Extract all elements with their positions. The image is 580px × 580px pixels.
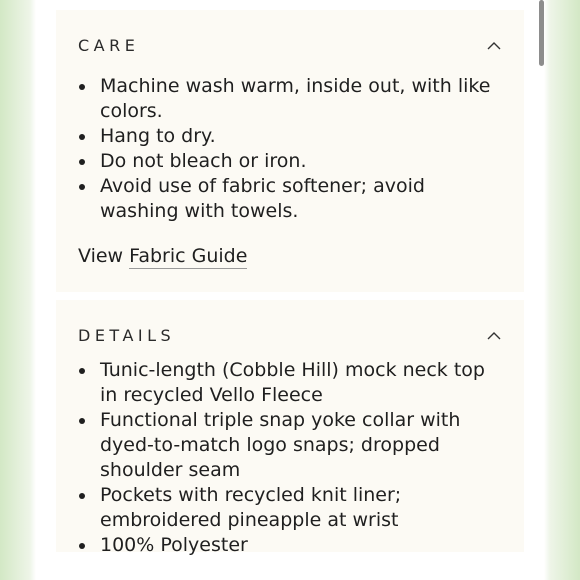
view-fabric-guide[interactable]: [78, 243, 247, 269]
guide-prefix: View: [78, 245, 130, 267]
list-item: Avoid use of fabric softener; avoid washing with towels.: [78, 174, 506, 224]
bullet-icon: [79, 84, 85, 90]
list-item: Tunic-length (Cobble Hill) mock neck top in recycled Vello Fleece: [78, 358, 506, 408]
bullet-icon: [79, 543, 85, 549]
bullet-icon: [79, 159, 85, 165]
care-accordion: [56, 10, 524, 292]
bullet-icon: [79, 134, 85, 140]
list-item: Do not bleach or iron.: [78, 149, 506, 174]
product-info-page: [36, 0, 544, 580]
details-accordion-header[interactable]: [78, 324, 502, 346]
details-accordion: [56, 300, 524, 556]
list-item: Hang to dry.: [78, 124, 506, 149]
care-list: [78, 74, 506, 224]
chevron-up-icon[interactable]: [486, 327, 502, 343]
scrollbar[interactable]: [539, 0, 544, 66]
list-item: Functional triple snap yoke collar with dyed-to-match logo snaps; dropped shoulder seam: [78, 408, 506, 483]
bullet-icon: [79, 493, 85, 499]
bullet-icon: [79, 184, 85, 190]
care-accordion-header[interactable]: [78, 34, 502, 56]
chevron-up-icon[interactable]: [486, 37, 502, 53]
details-list: [78, 358, 506, 558]
bullet-icon: [79, 368, 85, 374]
care-title: CARE: [78, 35, 140, 55]
details-title: DETAILS: [78, 325, 176, 345]
list-item: Machine wash warm, inside out, with like colors.: [78, 74, 506, 124]
bullet-icon: [79, 418, 85, 424]
list-item: Pockets with recycled knit liner; embroidered pineapple at wrist: [78, 483, 506, 533]
fabric-guide-link[interactable]: Fabric Guide: [129, 245, 248, 267]
list-item: 100% Polyester: [78, 533, 506, 558]
